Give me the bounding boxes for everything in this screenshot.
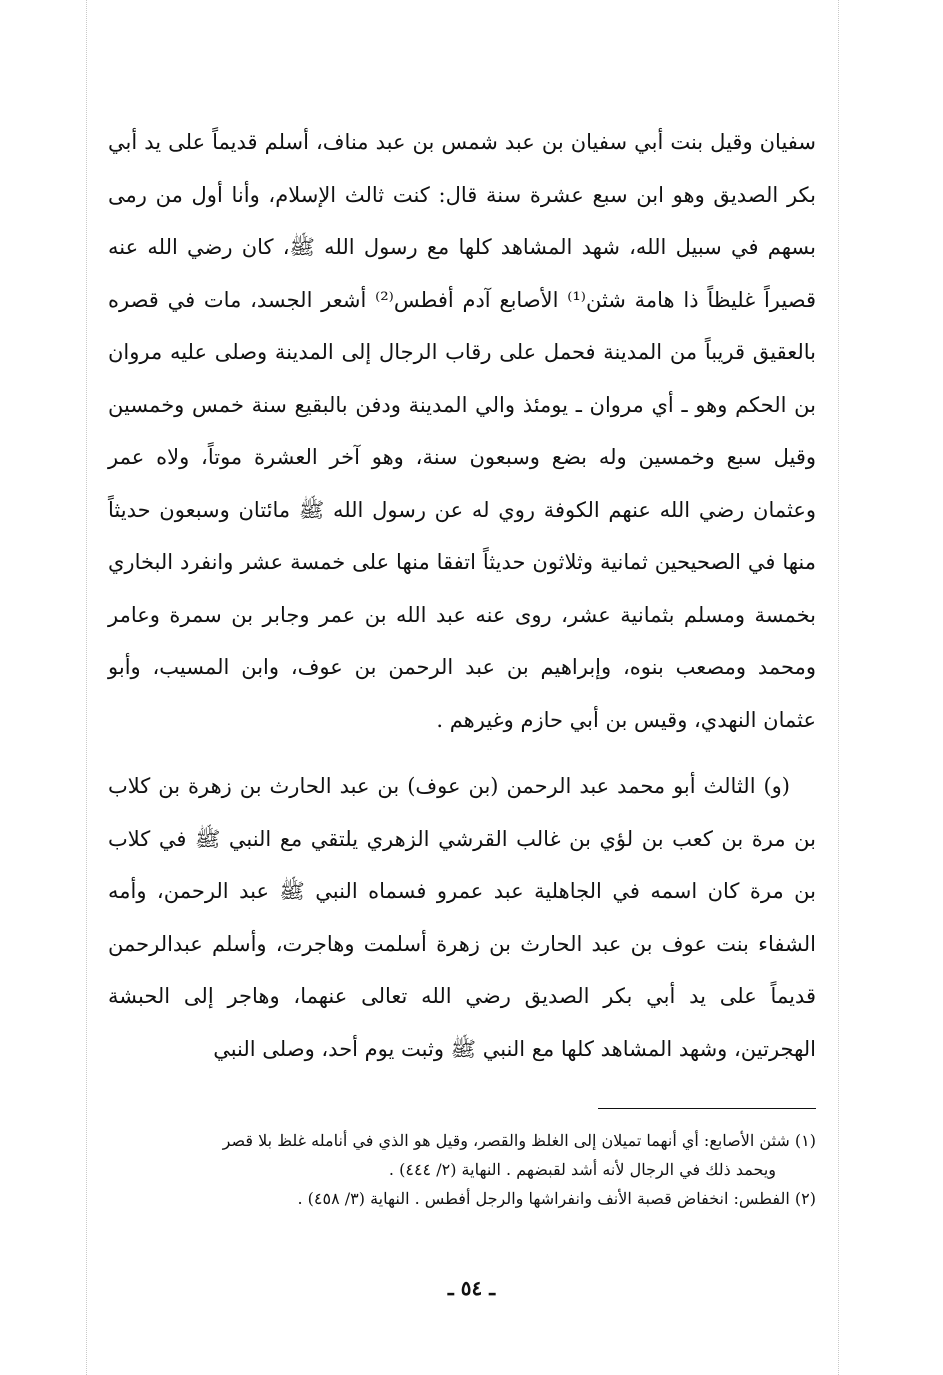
right-margin-guide: [838, 0, 839, 1375]
page-number: ـ ٥٤ ـ: [447, 1276, 496, 1300]
main-text: [108, 116, 816, 1075]
footnote-1-continuation: ويحمد ذلك في الرجال لأنه أشد لقبضهم . النهاية (٢/ ٤٤٤) .: [388, 1160, 776, 1179]
footnote-2: (٢) الفطس: انخفاض قصبة الأنف وانفراشها والرجل أفطس . النهاية (٣/ ٤٥٨) .: [297, 1189, 816, 1208]
paragraph-2: (و) الثالث أبو محمد عبد الرحمن (بن عوف) بن عبد الحارث بن زهرة بن كلاب بن مرة بن كعب بن لؤي بن غالب القرشي الزهري يلتقي مع النبي ﷺ في كلاب بن مرة كان اسمه في الجاهلية عبد عمرو فسماه النبي ﷺ عبد الرحمن، وأمه الشفاء بنت عوف بن عبد الحارث بن زهرة أسلمت وهاجرت، وأسلم عبدالرحمن قديماً على يد أبي بكر الصديق رضي الله تعالى عنهما، وهاجر إلى الحبشة الهجرتين، وشهد المشاهد كلها مع النبي ﷺ وثبت يوم أحد، وصلى النبي: [108, 774, 816, 1061]
left-margin-guide: [86, 0, 87, 1375]
paragraph-1: سفيان وقيل بنت أبي سفيان بن عبد شمس بن عبد مناف، أسلم قديماً على يد أبي بكر الصديق وهو ابن سبع عشرة سنة قال: كنت ثالث الإسلام، وأنا أول من رمى بسهم في سبيل الله، شهد المشاهد كلها مع رسول الله ﷺ، كان رضي الله عنه قصيراً غليظاً ذا هامة شثن⁽¹⁾ الأصابع آدم أفطس⁽²⁾ أشعر الجسد، مات في قصره بالعقيق قريباً من المدينة فحمل على رقاب الرجال إلى المدينة وصلى عليه مروان بن الحكم وهو ـ أي مروان ـ يومئذ والي المدينة ودفن بالبقيع سنة خمس وخمسين وقيل سبع وخمسين وله بضع وسبعون سنة، وهو آخر العشرة موتاً، ولاه عمر وعثمان رضي الله عنهم الكوفة روي له عن رسول الله ﷺ مائتان وسبعون حديثاً منها في الصحيحين ثمانية وثلاثون حديثاً اتفقا منها على خمسة عشر وانفرد البخاري بخمسة ومسلم بثمانية عشر، روى عنه عبد الله بن عمر وجابر بن سمرة وعامر ومحمد ومصعب بنوه، وإبراهيم بن عبد الرحمن بن عوف، وابن المسيب، وأبو عثمان النهدي، وقيس بن أبي حازم وغيرهم .: [108, 130, 816, 732]
footnotes: [106, 1126, 816, 1213]
footnote-separator: [598, 1108, 816, 1109]
footnote-1: (١) شثن الأصابع: أي أنهما تميلان إلى الغلظ والقصر، وقيل هو الذي في أنامله غلظ بلا قصر: [222, 1131, 816, 1150]
